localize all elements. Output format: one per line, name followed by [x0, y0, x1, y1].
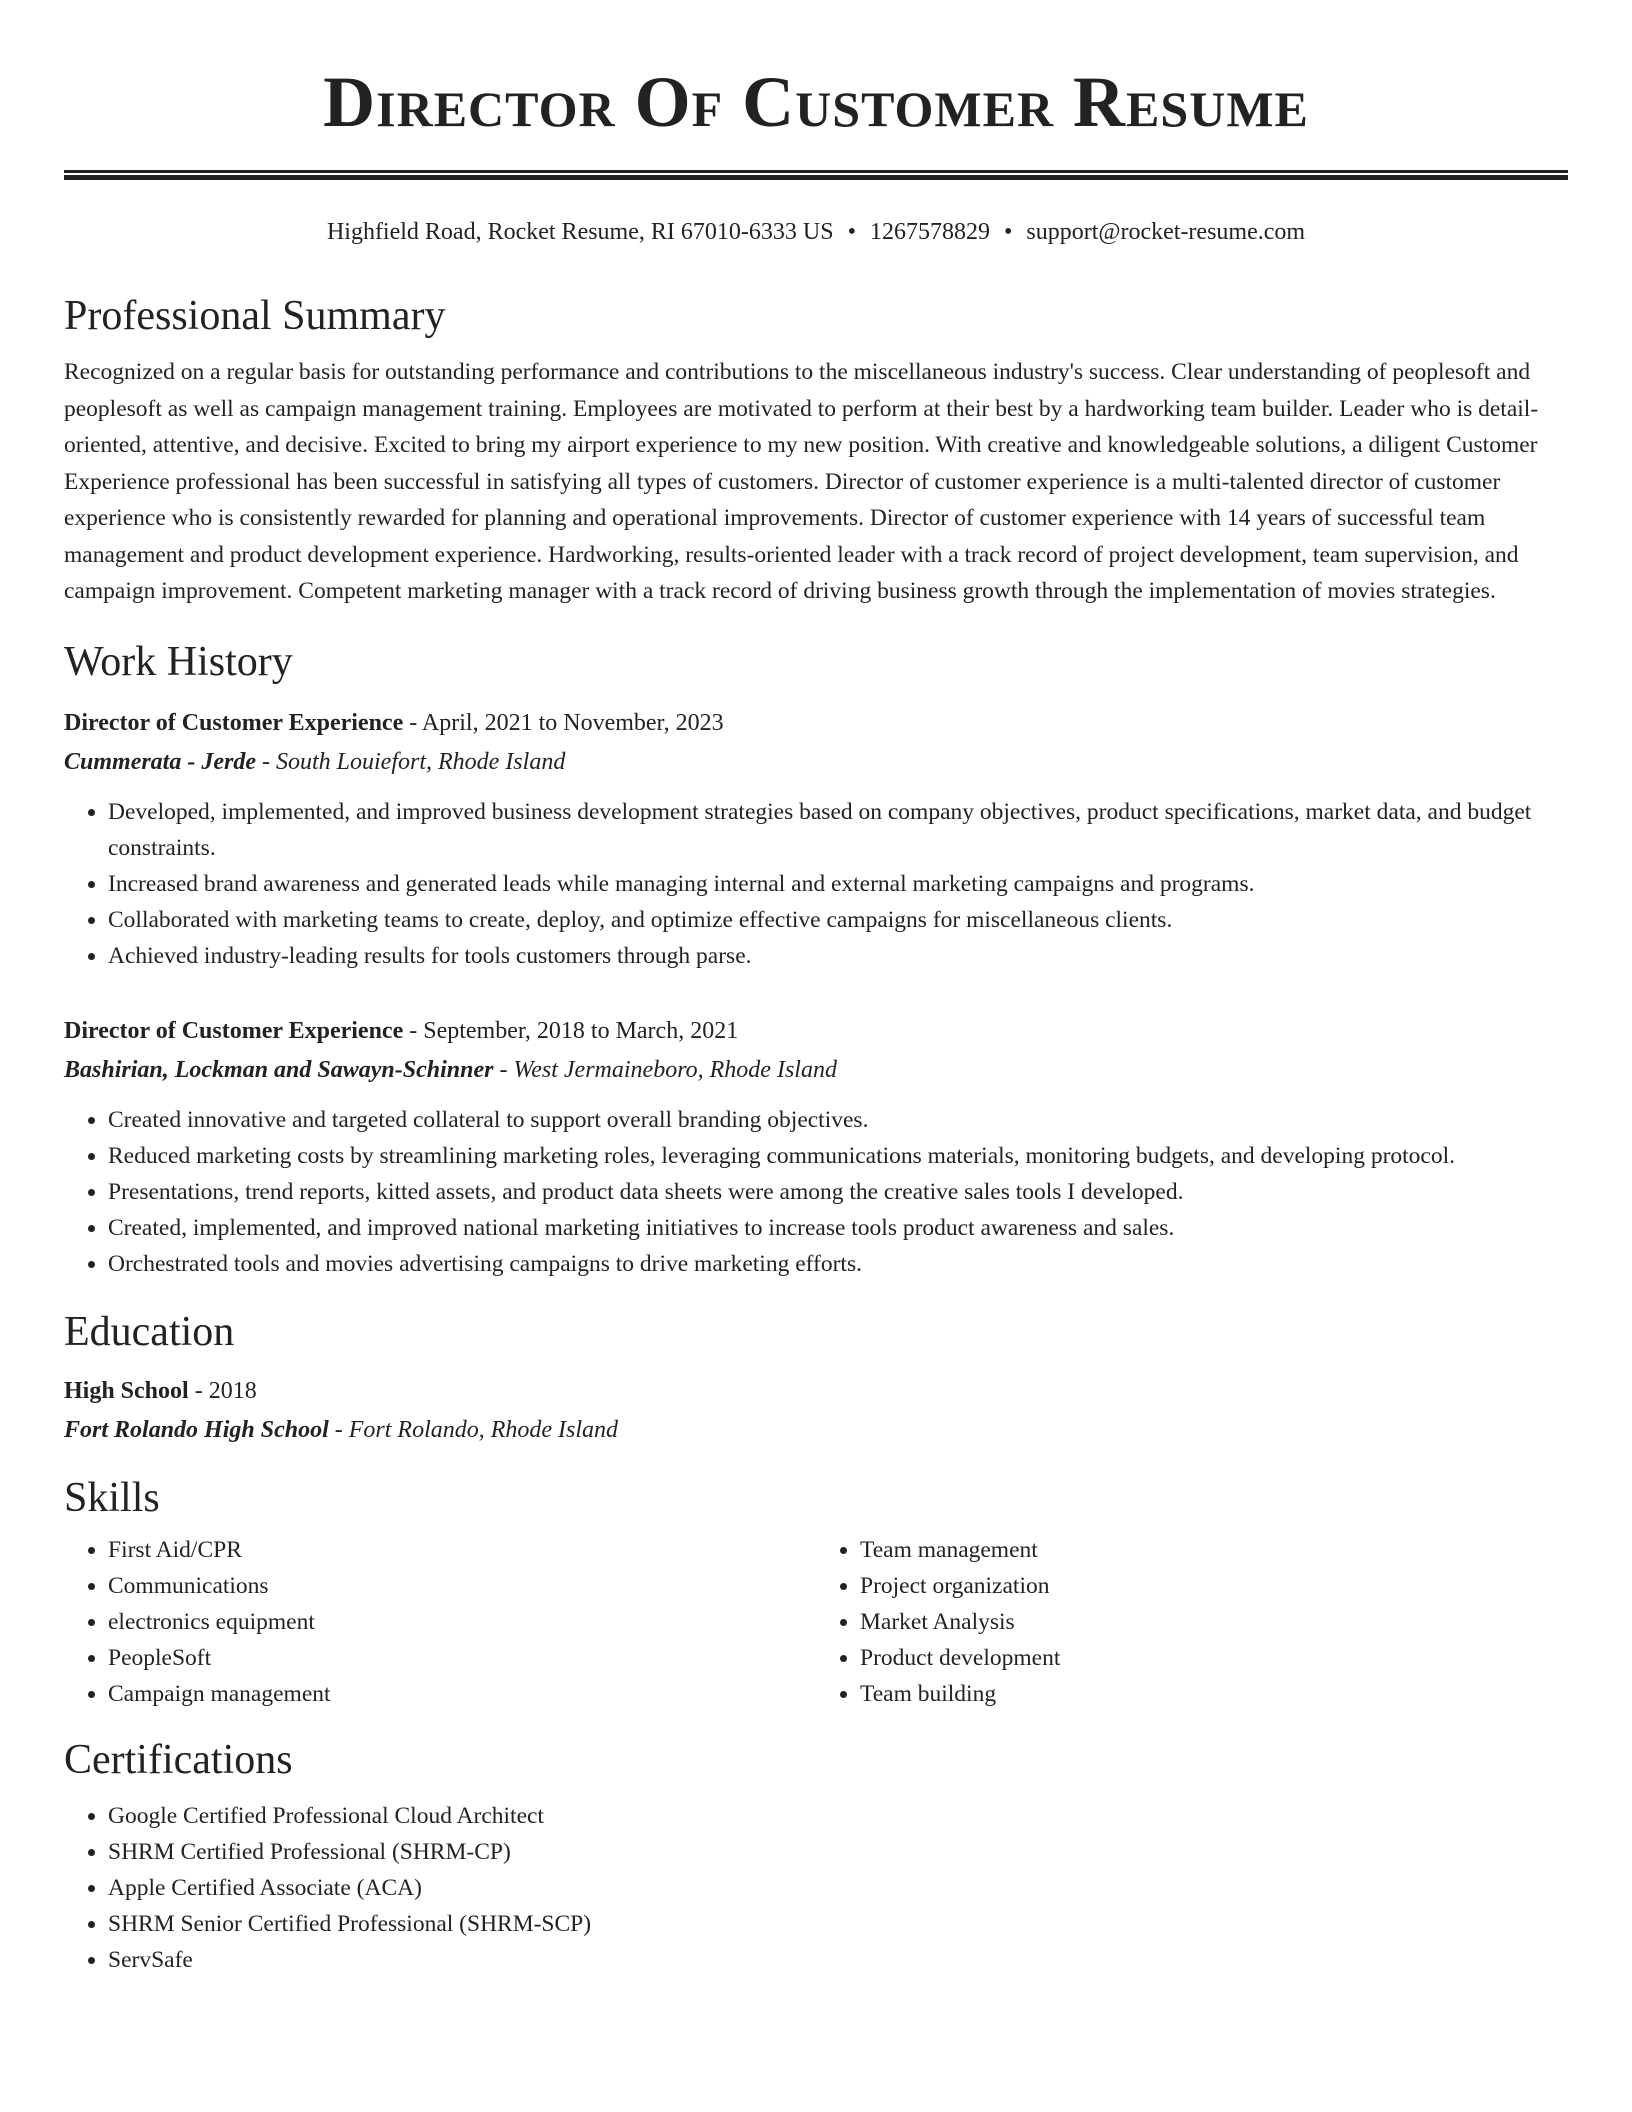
contact-address: Highfield Road, Rocket Resume, RI 67010-6333 US: [326, 219, 834, 245]
job-bullet: • Collaborated with marketing teams to create, deploy, and optimize effective campaigns for miscellaneous clients.: [108, 902, 1568, 938]
contact-separator: •: [847, 219, 856, 245]
job-title-line: [64, 1012, 1568, 1050]
job-entry: [64, 704, 1568, 974]
skill-item: • Communications: [108, 1568, 816, 1604]
skill-item: • Campaign management: [108, 1676, 816, 1712]
skill-item: • Team building: [860, 1676, 1568, 1712]
skill-item: • Project organization: [860, 1568, 1568, 1604]
job-location: - South Louiefort, Rhode Island: [256, 748, 566, 775]
job-company: Bashirian, Lockman and Sawayn-Schinner: [64, 1056, 494, 1083]
skill-item: • Team management: [860, 1532, 1568, 1568]
education-location: - Fort Rolando, Rhode Island: [328, 1416, 619, 1443]
education-year: - 2018: [188, 1377, 257, 1404]
certification-item: • Google Certified Professional Cloud Architect: [108, 1798, 1568, 1834]
certification-item: • Apple Certified Associate (ACA): [108, 1870, 1568, 1906]
job-bullet: • Presentations, trend reports, kitted assets, and product data sheets were among the creative sales tools I developed.: [108, 1174, 1568, 1210]
certification-item: • ServSafe: [108, 1942, 1568, 1978]
section-heading-skills: Skills: [64, 1474, 160, 1521]
certification-item: • SHRM Senior Certified Professional (SHRM-SCP): [108, 1906, 1568, 1942]
skill-item: • Market Analysis: [860, 1604, 1568, 1640]
job-dates: - April, 2021 to November, 2023: [403, 709, 724, 736]
job-bullet: • Created innovative and targeted collateral to support overall branding objectives.: [108, 1102, 1568, 1138]
education-entry: [64, 1372, 1568, 1450]
skill-item: • First Aid/CPR: [108, 1532, 816, 1568]
job-title: Director of Customer Experience: [64, 709, 404, 736]
education-degree-line: [64, 1372, 1568, 1410]
skills-list-right: [816, 1532, 1568, 1712]
job-bullet: • Increased brand awareness and generated leads while managing internal and external marketing campaigns and programs.: [108, 866, 1568, 902]
skill-item: • electronics equipment: [108, 1604, 816, 1640]
skill-item: • Product development: [860, 1640, 1568, 1676]
contact-email: support@rocket-resume.com: [1026, 219, 1306, 245]
job-bullet: • Reduced marketing costs by streamlining marketing roles, leveraging communications materials, monitoring budgets, and developing protocol.: [108, 1138, 1568, 1174]
contact-phone: 1267578829: [869, 219, 990, 245]
skills-list-left: [64, 1532, 816, 1712]
job-company: Cummerata - Jerde: [64, 748, 256, 775]
section-heading-education: Education: [64, 1308, 235, 1355]
education-school-line: [64, 1410, 1568, 1450]
job-location: - West Jermaineboro, Rhode Island: [493, 1056, 837, 1083]
job-bullet: • Developed, implemented, and improved business development strategies based on company objectives, product specifications, market data, and budget constraints.: [108, 794, 1568, 866]
job-title: Director of Customer Experience: [64, 1017, 404, 1044]
contact-line: [64, 216, 1568, 248]
summary-text: Recognized on a regular basis for outstanding performance and contributions to the miscellaneous industry's success. Clear understanding of peoplesoft and peoplesoft as well as campaign management training. Employees are motivated to perform at their best by a hardworking team builder. Leader who is detail-oriented, attentive, and decisive. Excited to bring my airport experience to my new position. With creative and knowledgeable solutions, a diligent Customer Experience professional has been successful in satisfying all types of customers. Director of customer experience is a multi-talented director of customer experience who is consistently rewarded for planning and operational improvements. Director of customer experience with 14 years of successful team management and product development experience. Hardworking, results-oriented leader with a track record of project development, team supervision, and campaign improvement. Competent marketing manager with a track record of driving business growth through the implementation of movies strategies.: [64, 359, 1539, 604]
certifications-list: [64, 1798, 1568, 1978]
section-heading-summary: Professional Summary: [64, 293, 446, 339]
title-double-rule: [64, 170, 1568, 180]
skill-item: • PeopleSoft: [108, 1640, 816, 1676]
job-title-line: [64, 704, 1568, 742]
job-bullet: • Orchestrated tools and movies advertising campaigns to drive marketing efforts.: [108, 1246, 1568, 1282]
skills-columns: [64, 1532, 1568, 1712]
job-bullets: [64, 1102, 1568, 1282]
education-school: Fort Rolando High School: [64, 1416, 329, 1443]
job-bullet: • Created, implemented, and improved national marketing initiatives to increase tools product awareness and sales.: [108, 1210, 1568, 1246]
job-company-line: [64, 742, 1568, 782]
job-company-line: [64, 1050, 1568, 1090]
job-dates: - September, 2018 to March, 2021: [403, 1017, 739, 1044]
job-bullet: • Achieved industry-leading results for tools customers through parse.: [108, 938, 1568, 974]
job-bullets: [64, 794, 1568, 974]
section-heading-certifications: Certifications: [64, 1736, 293, 1783]
section-heading-work-history: Work History: [64, 638, 293, 685]
resume-title: Director Of Customer Resume: [323, 62, 1309, 142]
education-degree: High School: [64, 1377, 189, 1404]
certification-item: • SHRM Certified Professional (SHRM-CP): [108, 1834, 1568, 1870]
job-entry: [64, 1012, 1568, 1282]
contact-separator: •: [1003, 219, 1013, 245]
